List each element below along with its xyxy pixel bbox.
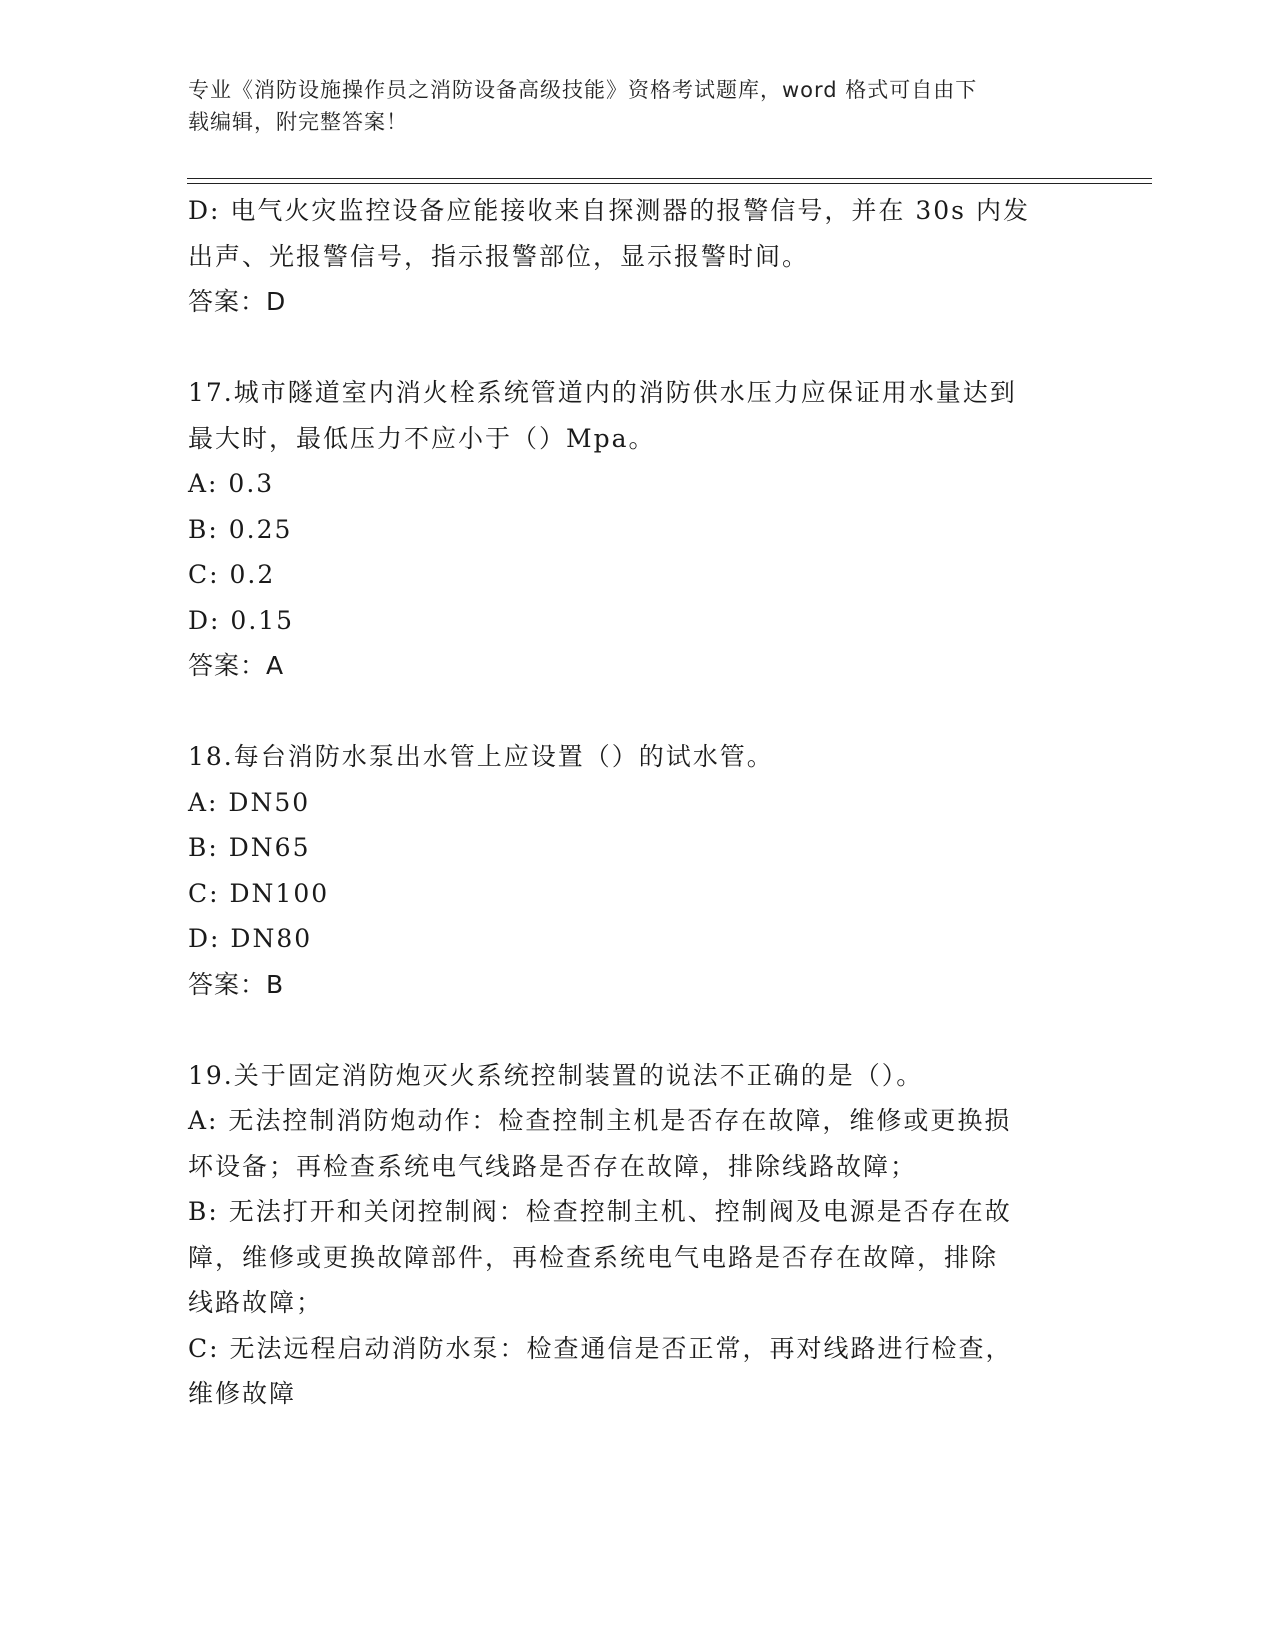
header-divider-top (187, 178, 1152, 179)
option-c-line-1: C: 无法远程启动消防水泵：检查通信是否正常，再对线路进行检查， (188, 1333, 1013, 1363)
option-b: B: DN65 (188, 833, 311, 862)
answer-line: 答案：B (188, 969, 285, 999)
option-c: C: 0.2 (188, 560, 276, 589)
option-d-line-1: D: 电气火灾监控设备应能接收来自探测器的报警信号，并在 30s 内发 (188, 196, 1030, 225)
document-header (188, 74, 1068, 138)
option-a: A: DN50 (188, 787, 311, 817)
option-d: D: DN80 (188, 924, 313, 953)
option-b-line-3: 线路故障； (188, 1288, 324, 1317)
question-content (188, 188, 1068, 1417)
option-a-line-1: A: 无法控制消防炮动作：检查控制主机是否存在故障，维修或更换损 (188, 1106, 1012, 1135)
question-17 (188, 370, 1068, 689)
option-a-line-2: 坏设备；再检查系统电气线路是否存在故障，排除线路故障； (188, 1151, 918, 1181)
question-stem-line-1: 19.关于固定消防炮灭火系统控制装置的说法不正确的是（）。 (188, 1060, 924, 1090)
option-b-line-1: B: 无法打开和关闭控制阀：检查控制主机、控制阀及电源是否存在故 (188, 1197, 1012, 1226)
option-d-line-2: 出声、光报警信号，指示报警部位，显示报警时间。 (188, 241, 810, 271)
header-line-1: 专业《消防设施操作员之消防设备高级技能》资格考试题库，word 格式可自由下 (188, 78, 978, 102)
option-a: A: 0.3 (188, 469, 275, 498)
answer-line: 答案：A (188, 651, 285, 680)
question-stem-line-1: 17.城市隧道室内消火栓系统管道内的消防供水压力应保证用水量达到 (188, 378, 1017, 407)
answer-line: 答案：D (188, 287, 287, 316)
option-c-line-2: 维修故障 (188, 1379, 297, 1408)
header-divider-bottom (187, 183, 1152, 184)
option-c: C: DN100 (188, 878, 330, 908)
option-b: B: 0.25 (188, 514, 293, 544)
header-line-2: 载编辑，附完整答案！ (188, 110, 408, 134)
question-stem-line-2: 最大时，最低压力不应小于（）Mpa。 (188, 423, 656, 453)
previous-question-tail (188, 188, 1068, 325)
question-18 (188, 734, 1068, 1007)
option-d: D: 0.15 (188, 605, 295, 635)
question-19 (188, 1053, 1068, 1417)
option-b-line-2: 障，维修或更换故障部件，再检查系统电气电路是否存在故障，排除 (188, 1242, 999, 1272)
question-stem-line-1: 18.每台消防水泵出水管上应设置（）的试水管。 (188, 742, 774, 771)
